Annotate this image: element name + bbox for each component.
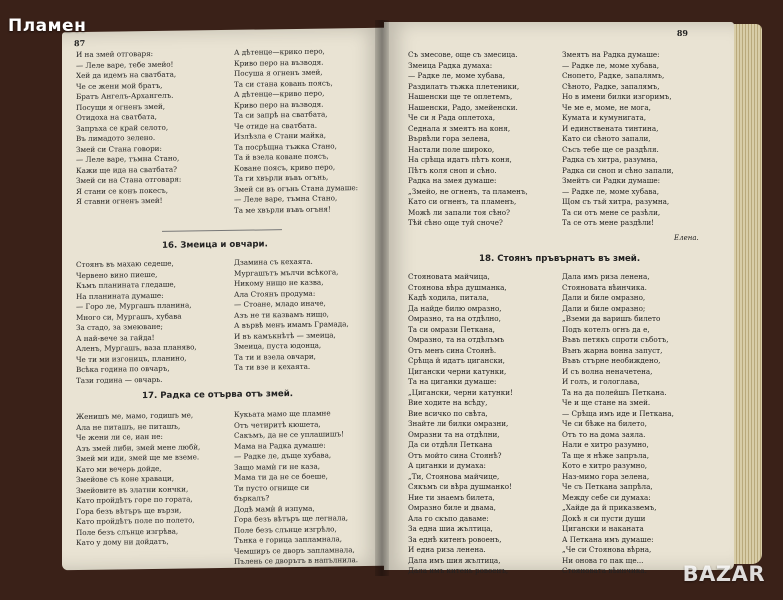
verse-line: Мама на Радка думаше: bbox=[234, 440, 326, 451]
verse-line: Дали и биле омразно, bbox=[562, 293, 646, 302]
verse-line: И въ камъкнѣтѣ — змеица, bbox=[234, 329, 336, 341]
verse-line: Стояновата вѣинчика. bbox=[562, 566, 647, 575]
verse-line: Че ме е, моме, не мога, bbox=[562, 102, 651, 112]
verse-line: Излѣзла е Стани майка, bbox=[234, 130, 327, 141]
verse-line: Змеятъ на Радка думаше: bbox=[562, 50, 660, 59]
verse-line: Че жени ли се, иан не: bbox=[76, 431, 163, 443]
verse-line: Въвъ стърне необиждено, bbox=[562, 356, 661, 365]
right-poem-col2 bbox=[562, 50, 674, 229]
verse-line: — Стоане, младо иначе, bbox=[234, 298, 326, 309]
left-poem-col2 bbox=[234, 46, 358, 216]
verse-line: Като ми вечерь дойде, bbox=[76, 463, 162, 474]
verse-line: Посуша я огненъ змей, bbox=[234, 67, 323, 78]
verse-line: Знайте ли билки омразни, bbox=[408, 419, 509, 428]
verse-line: Защо мамѝ ги не каза, bbox=[234, 461, 321, 472]
verse-line: Та на да полейшъ Петкана. bbox=[562, 387, 667, 397]
verse-line: Седнала я змеятъ на коня, bbox=[408, 123, 511, 133]
verse-line: Цигански черни катунки, bbox=[408, 366, 507, 376]
verse-line: Криво перо на възводя. bbox=[234, 99, 324, 110]
verse-line: Че ти ми изгоницъ, планино, bbox=[76, 353, 187, 364]
left-page-number: 87 bbox=[74, 37, 86, 49]
verse-line: Вие ходите на всѣду, bbox=[408, 398, 488, 407]
verse-line: Запръха се край селото, bbox=[76, 122, 169, 133]
left-page bbox=[62, 28, 384, 570]
verse-line: Омразно, та на отдѣлъмъ bbox=[408, 335, 505, 344]
right-page-number: 89 bbox=[676, 28, 688, 38]
verse-line: Хей да идемъ на сватбата, bbox=[76, 69, 177, 81]
verse-line: Червено вино пиеше, bbox=[76, 269, 158, 280]
verse-line: Много си, Мургашъ, хубава bbox=[76, 311, 182, 322]
verse-line: Съ змесове, още съ змесица. bbox=[408, 50, 518, 59]
verse-line: Азъ змей либи, змей мене любѝ, bbox=[76, 441, 201, 453]
verse-line: Та се отъ мене раздѣли! bbox=[562, 218, 655, 227]
verse-line: Като си огненъ, та пламенъ, bbox=[408, 197, 517, 206]
verse-line: Като пройдѣтъ поле по полето, bbox=[76, 515, 195, 527]
verse-line: Кукьата мамо ще пламне bbox=[234, 408, 331, 419]
section-16-col1 bbox=[76, 258, 197, 386]
verse-line: Кадѣ ходила, питала, bbox=[408, 293, 489, 302]
section-18-col2 bbox=[562, 272, 674, 577]
verse-line: Тънка е горица запламнала, bbox=[234, 534, 343, 545]
verse-line: Подъ котелъ огнъ да е, bbox=[562, 324, 650, 334]
verse-line: И единствената тинтина, bbox=[562, 123, 659, 133]
verse-line: Раздилатъ тъжка плетеники, bbox=[408, 81, 520, 91]
verse-line: — Горо ле, Мургашъ планина, bbox=[76, 300, 192, 312]
verse-line: Ала го скъпо даваме: bbox=[408, 513, 489, 523]
verse-line: Стоянъ въ махаю седеше, bbox=[76, 258, 174, 270]
verse-line: Та ще я нѣже запръла, bbox=[562, 450, 649, 460]
verse-line: Между себе си думаха: bbox=[562, 492, 651, 502]
verse-line: Кото е хитро разумно, bbox=[562, 461, 648, 470]
verse-line: Вънъ жарна вонна запуст, bbox=[562, 345, 663, 355]
verse-line: Дзамина съ кехаята. bbox=[234, 256, 313, 267]
verse-line: Нашенски, Радо, змейенски. bbox=[408, 102, 518, 112]
verse-line: Змеица Радка думаха: bbox=[408, 60, 493, 70]
verse-line: Поле безъ слънце изгрѣло, bbox=[234, 523, 337, 535]
verse-line: Че си бѣже на билето, bbox=[562, 419, 647, 428]
verse-line: — Леле варе, тъмна Стано, bbox=[234, 193, 338, 204]
verse-line: Въвъ петякъ спроти съботъ, bbox=[562, 335, 669, 344]
verse-line: „Цигански, черни катунки! bbox=[408, 387, 513, 397]
verse-line: Нашенски ще те оплетемъ, bbox=[408, 92, 513, 101]
verse-line: Като пройдѣтъ горе по гората, bbox=[76, 494, 193, 506]
verse-line: Стояновата вѣинчика. bbox=[562, 282, 647, 292]
bazar-watermark: BAZAR bbox=[682, 562, 765, 586]
verse-line: Ала не питашъ, не питашъ, bbox=[76, 421, 181, 432]
verse-line: Че си я Рада оплетоха, bbox=[408, 113, 495, 122]
verse-line: Снопето, Радке, запалямъ, bbox=[562, 71, 665, 80]
verse-line: За еднѣ китенъ ровоенъ, bbox=[408, 534, 502, 544]
right-poem-col1 bbox=[408, 50, 528, 229]
verse-line: Нали е хитро разумно, bbox=[562, 440, 649, 449]
verse-line: Та си стана ковань поясъ, bbox=[234, 77, 333, 89]
verse-line: Съсъ тебе ще се раздѣля. bbox=[562, 144, 659, 154]
section-18-col1 bbox=[408, 272, 513, 577]
verse-line: Братъ Ангелъ-Архангелъ. bbox=[76, 90, 174, 102]
verse-line: Дала имъ риза ленена, bbox=[562, 272, 650, 281]
verse-line: Омразно биле и двама, bbox=[408, 503, 496, 512]
verse-line: Та ти взе и кехаята. bbox=[234, 361, 311, 372]
right-page bbox=[384, 22, 734, 575]
verse-line: А най-вече за гайда! bbox=[76, 332, 155, 343]
verse-line: Настали поле широко, bbox=[408, 144, 495, 154]
verse-line: Да найде билю омразно, bbox=[408, 303, 502, 313]
verse-line: Като у дому ни дойдатъ, bbox=[76, 536, 169, 548]
verse-line: Аленъ, Мургашъ, ваза планяво, bbox=[76, 342, 197, 354]
verse-line: Та ти и взела овчари, bbox=[234, 351, 316, 362]
verse-line: „Ти, Стоянова майчице, bbox=[408, 471, 500, 481]
verse-line: И съ волна неначетена, bbox=[562, 366, 653, 376]
verse-line: Дали и биле омразно; bbox=[562, 303, 646, 313]
section-17-col2 bbox=[234, 408, 358, 567]
verse-line: „Че си Стоянова вѣрна, bbox=[562, 545, 652, 554]
verse-line: Гора безъ вѣтъръ ще легнала, bbox=[234, 513, 349, 524]
verse-line: Отидоха на сватбата, bbox=[76, 111, 157, 123]
verse-line: Омразни та на отдѣлни, bbox=[408, 429, 500, 439]
verse-line: — Радке ле, моме хубава, bbox=[562, 186, 659, 196]
verse-line: Чемширъ се дворъ запламнала, bbox=[234, 544, 355, 556]
section-18-title: 18. Стоянъ пръвърнатъ въ змей. bbox=[479, 254, 641, 264]
section-16-col2 bbox=[234, 256, 349, 373]
verse-line: Та на циганки думаше: bbox=[408, 377, 497, 386]
verse-line: Тази година — овчарь. bbox=[76, 374, 163, 385]
verse-line: Отъ четиритѣ кюшета, bbox=[234, 419, 321, 430]
verse-line: — Леле варе, тъмна Стано, bbox=[76, 153, 180, 165]
verse-line: И на змей отговаря: bbox=[76, 48, 154, 60]
verse-line: Щом съ тъй хитра, разумна, bbox=[562, 197, 670, 206]
verse-line: „Змейо, не огненъ, та пламенъ, bbox=[408, 186, 528, 196]
verse-line: И една риза ленена. bbox=[408, 545, 486, 554]
verse-line: И голъ, и гологлава, bbox=[562, 377, 640, 386]
verse-line: Змейовите въ златни кончки, bbox=[76, 483, 189, 495]
verse-line: Криво перо на възводя. bbox=[234, 57, 324, 68]
verse-line: Стоянова вѣра душманка, bbox=[408, 282, 507, 292]
verse-line: Змей ми иди, змей ще ме вземе. bbox=[76, 452, 200, 464]
verse-line: Змеица, пуста юдонца, bbox=[234, 340, 322, 351]
verse-line: Никому нищо не казва, bbox=[234, 277, 324, 288]
verse-line: Можѣ ли запали тоя сѣно? bbox=[408, 207, 510, 217]
verse-line: Отъ менъ сина Стоянѣ. bbox=[408, 345, 497, 355]
verse-line: — Леле варе, тебе змейо! bbox=[76, 59, 174, 70]
verse-line: Змей си на Стана отговаря: bbox=[76, 174, 182, 186]
verse-line: — Радке ле, дъще хубава, bbox=[234, 450, 332, 461]
verse-line: А вървѣ менъ имамъ Грамада, bbox=[234, 319, 349, 330]
verse-line: Вървѣли гора зелена, bbox=[408, 134, 491, 143]
verse-line: Мургашътъ мълчи всѣкога, bbox=[234, 266, 339, 278]
verse-line: Коване поясъ, криво перо, bbox=[234, 161, 336, 173]
section-17-title: 17. Радка се отърва отъ змей. bbox=[142, 389, 293, 402]
verse-line: Всѣка година по овчаръ, bbox=[76, 363, 170, 375]
left-poem-col1 bbox=[76, 49, 181, 208]
verse-line: Ти пусто огнище си bbox=[234, 482, 310, 493]
verse-line: Та посрѣщна тъжка Стано, bbox=[234, 140, 337, 152]
section-17-col1 bbox=[76, 410, 200, 548]
verse-line: Ни онова го пак ще... bbox=[562, 555, 644, 565]
verse-line: На срѣща идатъ пѣтъ коня, bbox=[408, 155, 512, 164]
verse-line: Ала Стоянъ продума: bbox=[234, 288, 316, 299]
verse-line: Та ме хвърли въвъ огъня! bbox=[234, 203, 331, 215]
verse-line: Срѣща й идатъ цигански, bbox=[408, 356, 505, 365]
verse-line: Змейове съ коне храваци, bbox=[76, 473, 175, 485]
verse-line: Вие всичко по свѣта, bbox=[408, 408, 488, 418]
verse-line: А дѣтенце—криво перо, bbox=[234, 88, 325, 99]
verse-line: Отъ то на дома заяла. bbox=[562, 429, 646, 439]
verse-line: Сакъмъ, да не се уплашишъ! bbox=[234, 429, 344, 440]
verse-line: Кажи ще ида на сватбата? bbox=[76, 164, 177, 175]
verse-line: А циганки и думаха: bbox=[408, 461, 486, 470]
verse-line: Дала имъ китень ровоенъ, bbox=[408, 566, 509, 575]
verse-line: Сѣното, Радке, запалямъ, bbox=[562, 81, 660, 91]
verse-line: Азъ не ти казвамъ нищо, bbox=[234, 309, 329, 320]
verse-line: Змей си Стана говори: bbox=[76, 143, 162, 154]
verse-line: Отъ мойто сина Стоянѣ? bbox=[408, 450, 502, 460]
verse-line: А Петкана имъ думаше: bbox=[562, 534, 654, 544]
verse-line: Змей си въ огънь Стана думаше: bbox=[234, 182, 359, 194]
verse-line: Въ лимадото зелено. bbox=[76, 132, 156, 144]
verse-line: Мама ти да не се боеше, bbox=[234, 471, 328, 482]
verse-line: — Срѣща имъ иде и Петкана, bbox=[562, 408, 674, 418]
verse-line: Да си отдѣля Петкана bbox=[408, 440, 493, 449]
verse-line: Радка съ хитра, разумна, bbox=[562, 155, 658, 164]
verse-line: Че съ Петкана запрѣла, bbox=[562, 482, 653, 491]
verse-line: Цигански и наканата bbox=[562, 524, 644, 533]
verse-line: Тѣй сѣно още туй сноче? bbox=[408, 218, 503, 227]
verse-line: А дѣтенце—крико перо, bbox=[234, 46, 325, 57]
verse-line: Я ставни огненъ змей! bbox=[76, 195, 163, 207]
section-16-title: 16. Змеица и овчари. bbox=[162, 239, 268, 251]
verse-line: Пѣтъ коля сноп и сѣно. bbox=[408, 165, 497, 175]
verse-line: Та си омрази Петкана, bbox=[408, 324, 495, 334]
verse-line: Дала имъ шия жълтица, bbox=[408, 555, 501, 565]
verse-line: — Радке ле, моме хубава, bbox=[408, 71, 505, 80]
verse-line: „Вземи да варишъ билето bbox=[562, 314, 661, 323]
verse-line: Омразно, та на отдѣлно, bbox=[408, 314, 501, 323]
verse-line: Че и ще стане на змей. bbox=[562, 398, 651, 407]
verse-line: Като си сѣното запали, bbox=[562, 134, 651, 143]
verse-line: Змейтъ си Радки думаше: bbox=[562, 176, 661, 185]
verse-line: За стадо, за змеюване; bbox=[76, 321, 163, 333]
verse-line: Докѣ я си пусти души bbox=[562, 513, 646, 523]
verse-line: Та й взела коване поясъ, bbox=[234, 151, 329, 162]
verse-line: Та си запрѣ на сватбата, bbox=[234, 109, 328, 120]
divider bbox=[162, 229, 282, 232]
book-gutter bbox=[375, 20, 389, 576]
verse-line: „Хайде да й приказвемъ, bbox=[562, 503, 657, 512]
verse-line: Радка си сноп и сѣно запали, bbox=[562, 165, 674, 175]
verse-line: Стояновата майчица, bbox=[408, 272, 490, 281]
verse-line: Ние ти знаемъ билета, bbox=[408, 492, 495, 502]
verse-line: Къмъ планината гледаше, bbox=[76, 279, 176, 291]
verse-line: Та ги хвърли въвъ огънь, bbox=[234, 172, 329, 183]
verse-line: За една шиа жълтица, bbox=[408, 524, 493, 533]
verse-line: Радка на змея думаше: bbox=[408, 176, 497, 185]
verse-line: Кумата и кумунигата, bbox=[562, 113, 647, 122]
verse-line: Я стани се конъ покесъ, bbox=[76, 185, 169, 196]
verse-line: Че отиде на сватбата. bbox=[234, 120, 318, 131]
verse-line: Наз-мимо гора зелена, bbox=[562, 471, 650, 481]
verse-line: Та си отъ мене се разѣли, bbox=[562, 207, 661, 217]
verse-line: Че се жени мой братъ, bbox=[76, 80, 163, 91]
verse-line: На планината думаше: bbox=[76, 290, 164, 301]
verse-line: Женишъ ме, мамо, годишъ ме, bbox=[76, 410, 194, 422]
verse-line: Пълень се дворътъ в напълнила. bbox=[234, 555, 359, 566]
verse-line: Додѣ мамѝ й изпума, bbox=[234, 503, 315, 514]
verse-line: Гора безъ вѣтъръ ще вързи, bbox=[76, 505, 182, 516]
seller-name: Пламен bbox=[8, 16, 87, 36]
verse-line: Сякъмъ си вѣра душманко! bbox=[408, 482, 512, 491]
verse-line: Но в имени билки изгоримъ, bbox=[562, 92, 672, 101]
verse-line: — Радке ле, моме хубава, bbox=[562, 60, 659, 70]
verse-line: Посущи я огненъ змей, bbox=[76, 101, 166, 112]
verse-line: Поле безъ слънце изгрѣва, bbox=[76, 526, 179, 537]
signature: Елена. bbox=[674, 234, 699, 242]
verse-line: бъркалъ? bbox=[234, 493, 270, 503]
